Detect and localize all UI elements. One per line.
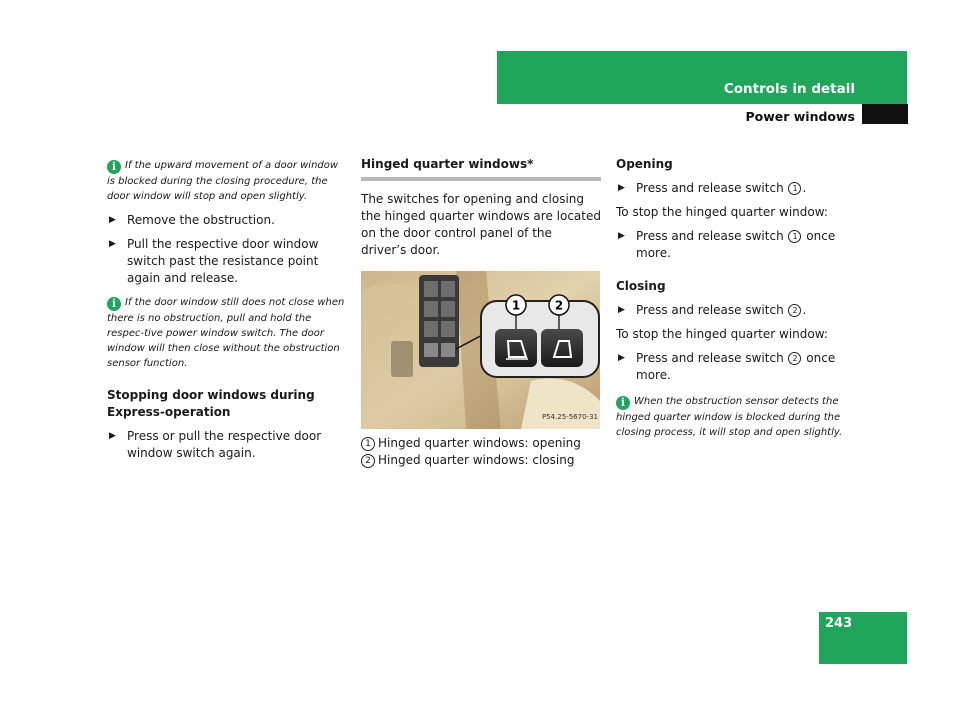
list-item [107,428,347,462]
step-text-end: once more. [636,229,836,260]
switch-number: 2 [788,304,801,317]
note-text: When the obstruction sensor detects the hinged quarter window is blocked during the closing process, it will stop and open slightly. [616,396,843,438]
list-item [616,228,846,262]
subheading-closing: Closing [616,279,666,293]
triangle-bullet-icon: ▶ [618,231,625,241]
triangle-bullet-icon: ▶ [618,183,625,193]
note-text: If the upward movement of a door window is blocked during the closing procedure, the door window will stop and open slightly. [107,160,339,202]
triangle-bullet-icon: ▶ [618,305,625,315]
list-item [107,212,347,229]
triangle-bullet-icon: ▶ [618,353,625,363]
step-text-end: . [802,303,807,317]
figure-code: P54.25-5670-31 [541,413,598,421]
info-note [107,158,347,204]
switch-number: 2 [788,352,801,365]
intro-paragraph: The switches for opening and closing the hinged quarter windows are located on the door control panel of the driver’s door. [361,192,601,257]
page-number: 243 [825,616,853,631]
legend-text: Hinged quarter windows: closing [378,453,575,467]
section-tab-marker [862,104,908,124]
step-text: Press or pull the respective door window switch again. [127,429,322,460]
section-heading: Hinged quarter windows* [361,156,601,181]
stop-instruction: To stop the hinged quarter window: [616,327,828,341]
step-text: Press and release switch [636,303,788,317]
step-text-end: once more. [636,351,836,382]
subsection-title: Power windows [745,109,855,124]
switch-number: 1 [788,182,801,195]
step-text: Press and release switch [636,229,788,243]
column-middle [361,156,601,469]
stop-instruction: To stop the hinged quarter window: [616,205,828,219]
legend-item [361,435,601,452]
info-icon: i [107,297,121,311]
step-text: Remove the obstruction. [127,213,275,227]
door-panel-figure [361,271,600,429]
subheading: Stopping door windows during Express-operation [107,388,315,419]
legend-item [361,452,601,469]
triangle-bullet-icon: ▶ [109,215,116,225]
list-item [616,302,846,319]
list-item [616,350,846,384]
subheading-opening: Opening [616,157,673,171]
column-right [616,156,846,448]
switch-number: 1 [788,230,801,243]
info-icon: i [107,160,121,174]
figure-legend [361,435,601,469]
triangle-bullet-icon: ▶ [109,239,116,249]
callout-1: 1 [511,298,521,313]
door-panel-illustration [361,271,600,429]
step-text: Pull the respective door window switch past the resistance point again and release. [127,237,319,285]
legend-number: 1 [361,437,375,451]
list-item [107,236,347,287]
list-item [616,180,846,197]
triangle-bullet-icon: ▶ [109,431,116,441]
column-left [107,158,347,469]
callout-2: 2 [554,298,564,313]
legend-text: Hinged quarter windows: opening [378,436,581,450]
legend-number: 2 [361,454,375,468]
info-note [107,295,347,371]
note-text: If the door window still does not close when there is no obstruction, pull and hold the respec-tive power window switch. The door window will then close without the obstruction sensor function. [107,297,345,369]
step-text: Press and release switch [636,181,788,195]
step-text-end: . [802,181,807,195]
info-icon: i [616,396,630,410]
step-text: Press and release switch [636,351,788,365]
info-note [616,394,846,440]
section-title: Controls in detail [723,81,855,97]
